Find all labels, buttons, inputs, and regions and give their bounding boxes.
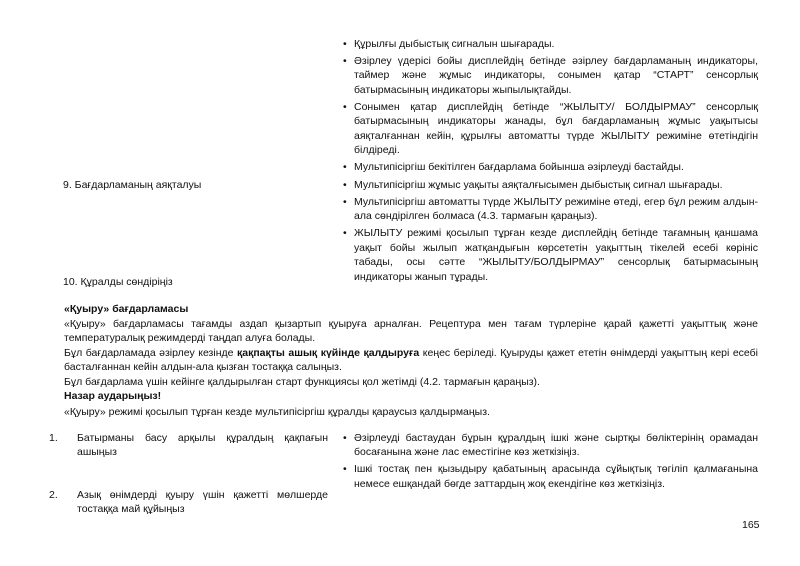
bullet-item: • Ішкі тостақ пен қызыдыру қабатының арасында сұйықтық төгіліп қалмағанына немесе ешқандай бөгде заттардың жоқ екендігіне көз жеткізіңіз. (340, 462, 758, 491)
bullet-item: • Мультипісіргіш бекітілген бағдарлама бойынша әзірлеуді бастайды. (340, 160, 758, 174)
paragraph-2-start: Бұл бағдарламада әзірлеу кезінде (64, 347, 237, 359)
bullet-item: • Мультипісіргіш жұмыс уақыты аяқталғысымен дыбыстық сигнал шығарады. (340, 178, 758, 192)
section-paragraph-3: Бұл бағдарлама үшін кейінге қалдырылған старт функциясы қол жетімді (4.2. тармағын қараңыз). (64, 376, 540, 388)
warning-title: Назар аударыңыз! (64, 390, 162, 402)
step-9-label: 9. Бағдарламаның аяқталуы (63, 179, 202, 191)
step-2 (49, 488, 328, 517)
section-heading: «Қуыру» бағдарламасы (64, 303, 189, 315)
step-8-details (340, 37, 758, 177)
bullet-item: • Сонымен қатар дисплейдің бетінде “ЖЫЛЫТУ/ БОЛДЫРМАУ” сенсорлық батырмасының индикаторы жанады, бұл бағдарламаның жұмыс уақытысы аяқталғаннан кейін, құрылғы автоматты түрде ЖЫЛЫТУ режиміне өтетіндігін білдіреді. (340, 100, 758, 158)
section-paragraph-1: «Қуыру» бағдарламасы тағамды аздап қызартып қуыруға арналған. Рецептура мен тағам түрлеріне қарай қажетті уақыттық және температуралық режимдерді таңдап алуға болады. (64, 318, 758, 345)
section-paragraph-2 (64, 346, 758, 375)
step-number: 1. (49, 432, 58, 444)
bullet-item: • Әзірлеуді бастаудан бұрын құралдың ішкі және сыртқы бөліктерінің орамадан босағанына және лас еместігіне көз жеткізіңіз. (340, 431, 758, 460)
bullet-item: • Мультипісіргіш автоматты түрде ЖЫЛЫТУ режиміне өтеді, егер бұл режим алдын-ала сөндірілген болмаса (4.3. тармағын қараңыз). (340, 195, 758, 224)
paragraph-2-emphasis: қақпақты ашық күйінде қалдыруға (236, 347, 420, 359)
page-number: 165 (742, 519, 760, 531)
step-number: 2. (49, 489, 58, 501)
step-10-label: 10. Құралды сөндіріңіз (63, 276, 173, 288)
bullet-item: • ЖЫЛЫТУ режимі қосылып тұрған кезде дисплейдің бетінде тағамның қаншама уақыт бойы жылып жатқандығын көрсететін уақыттың тікелей есебі көрініс табады, осы сәтте “ЖЫЛЫТУ/БОЛДЫРМАУ” сенсорлық батырмасының индикаторы жанып тұрады. (340, 226, 758, 284)
step-9-details (340, 178, 758, 287)
step-text: Азық өнімдерді қуыру үшін қажетті мөлшерде тостаққа май құйыңыз (77, 489, 328, 516)
step-text: Батырманы басу арқылы құралдың қақпағын ашыңыз (77, 432, 328, 459)
step-1 (49, 431, 328, 460)
bullet-item: • Әзірлеу үдерісі бойы дисплейдің бетінде әзірлеу бағдарламаның индикаторы, таймер және жұмыс индикаторы, сонымен қатар “СТАРТ” сенсорлық батырмасының индикаторы жыпылықтайды. (340, 54, 758, 97)
paragraph-2-end: кеңес беріледі. Қуыруды қажет ететін өнімдерді уақыттың кері есебі басталғаннан кейін алдын-ала қызған тостаққа салыңыз. (64, 347, 758, 374)
step-1-details (340, 431, 758, 494)
bullet-item: • Құрылғы дыбыстық сигналын шығарады. (340, 37, 758, 51)
warning-text: «Қуыру» режимі қосылып тұрған кезде мультипісіргіш құралды қараусыз қалдырмаңыз. (64, 406, 490, 418)
